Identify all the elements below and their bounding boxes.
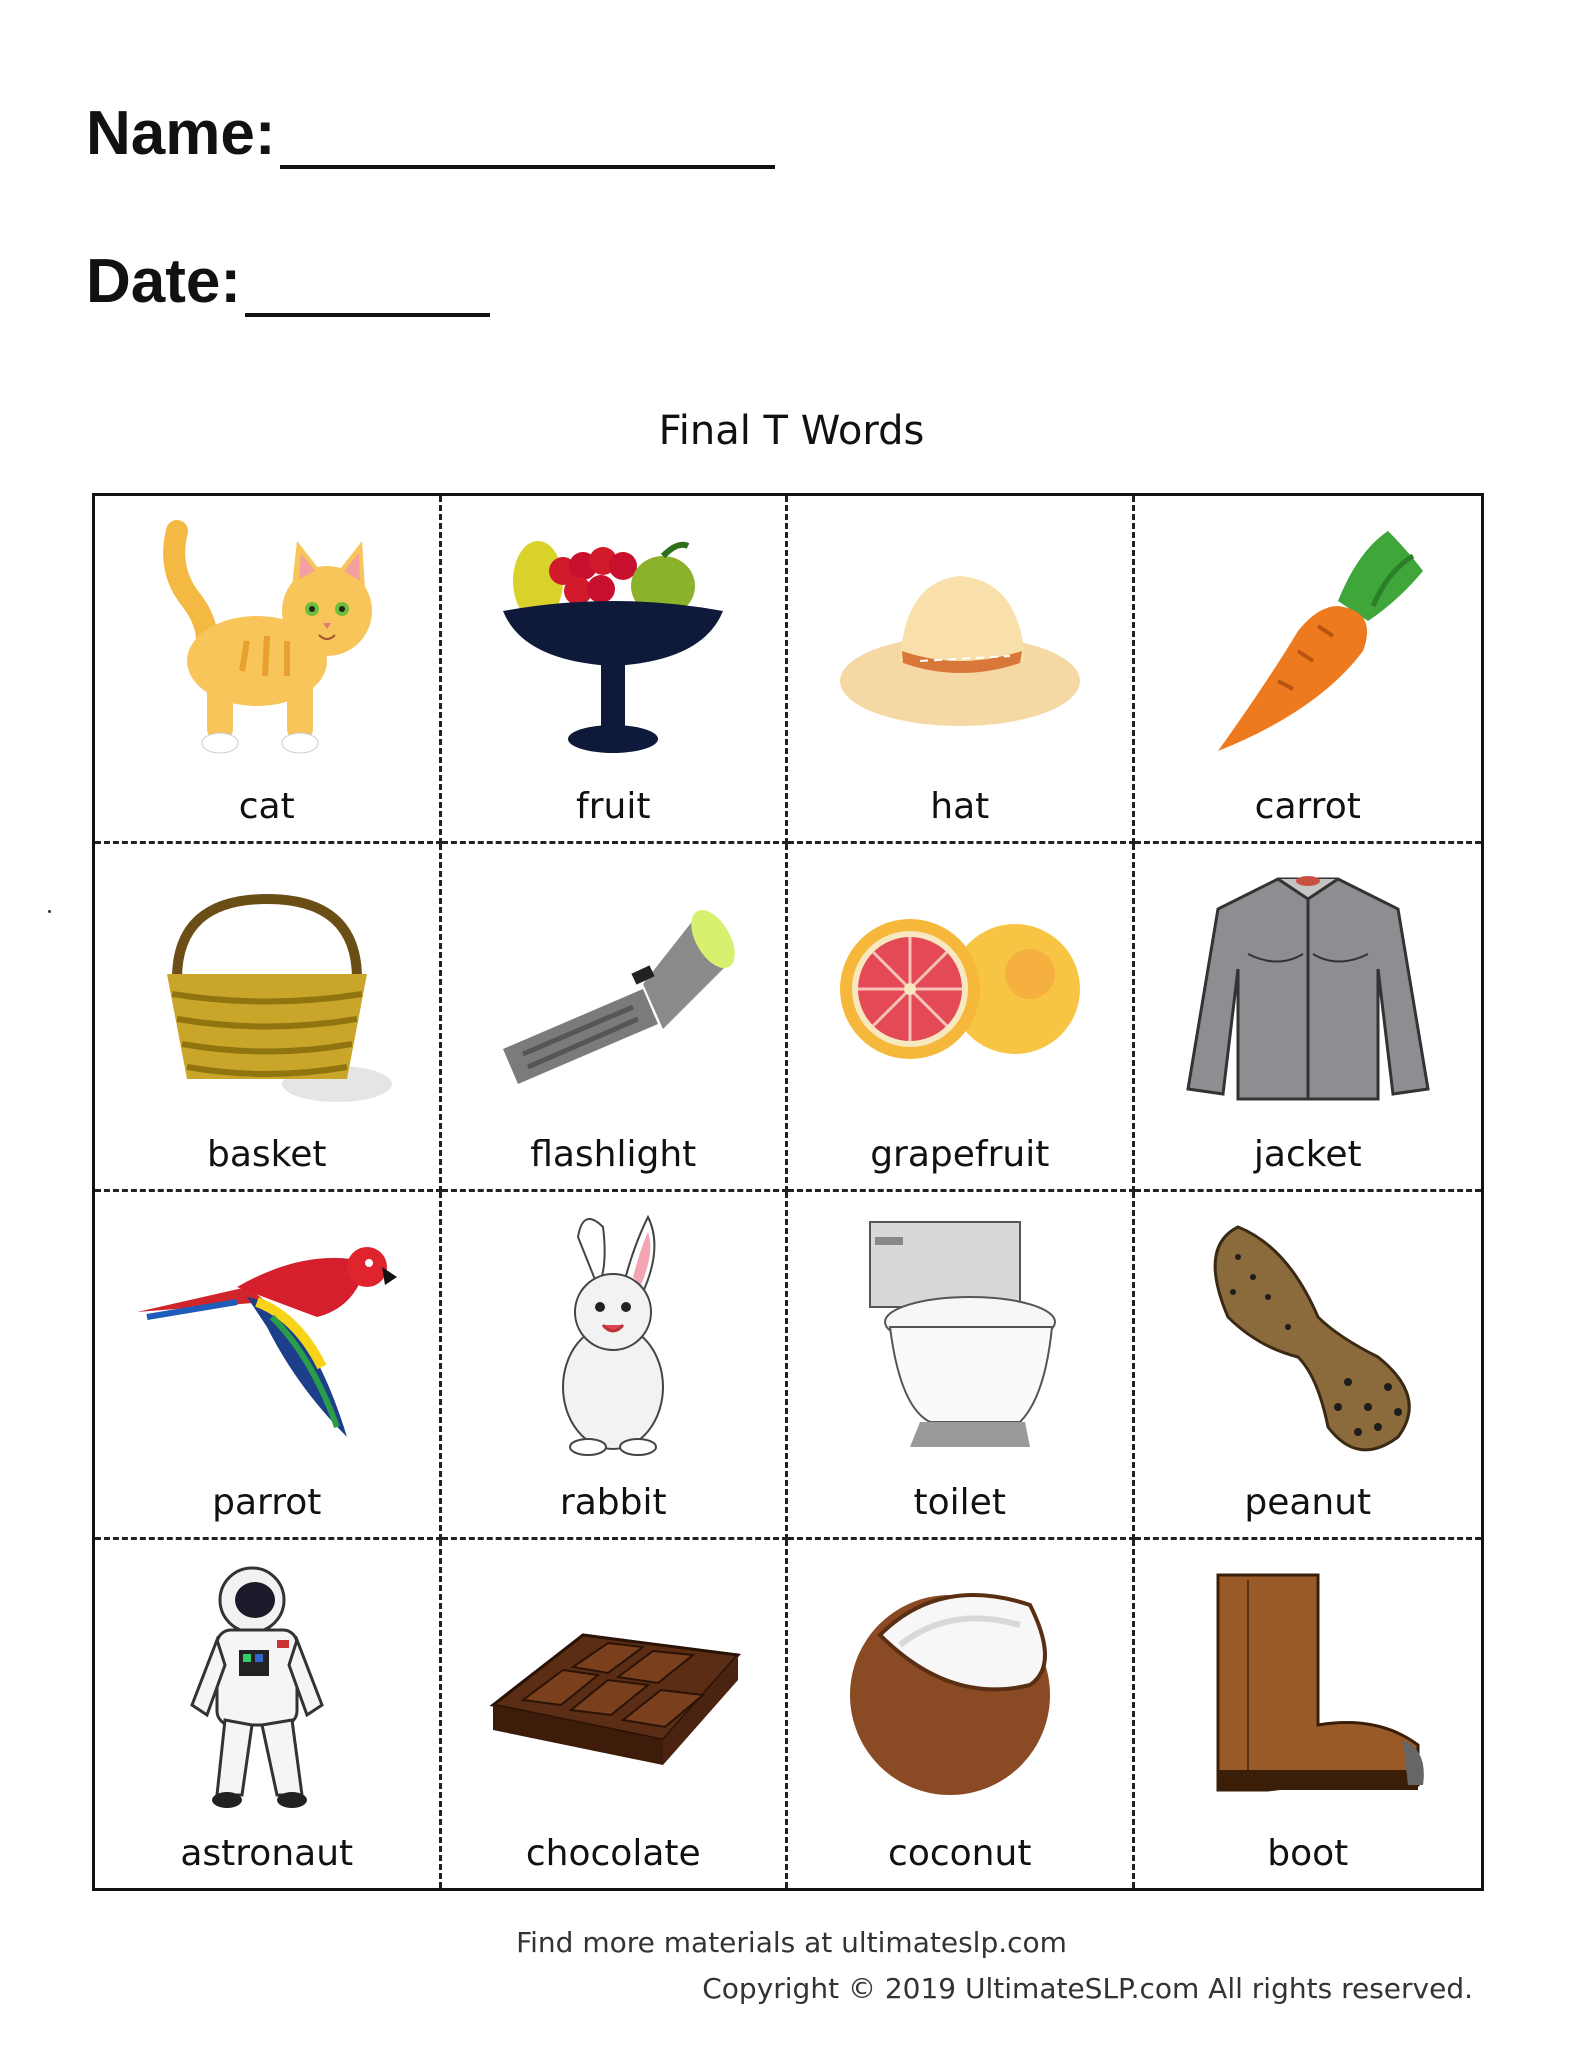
footer-copyright: Copyright © 2019 UltimateSLP.com All rights reserved. bbox=[702, 1972, 1473, 2005]
card-fruit bbox=[442, 496, 789, 844]
card-parrot bbox=[95, 1192, 442, 1540]
cat-icon bbox=[137, 511, 397, 771]
date-blank-line[interactable] bbox=[245, 263, 490, 317]
card-carrot bbox=[1135, 496, 1482, 844]
card-astronaut bbox=[95, 1540, 442, 1888]
word-label: coconut bbox=[888, 1833, 1032, 1874]
word-label: jacket bbox=[1253, 1134, 1362, 1175]
word-label: grapefruit bbox=[870, 1134, 1050, 1175]
jacket-icon bbox=[1178, 859, 1438, 1119]
word-label: toilet bbox=[913, 1482, 1006, 1523]
word-label: chocolate bbox=[525, 1833, 701, 1874]
word-label: fruit bbox=[576, 786, 651, 827]
basket-icon bbox=[137, 859, 397, 1119]
word-label: astronaut bbox=[180, 1833, 354, 1874]
date-label: Date: bbox=[86, 247, 242, 316]
card-basket bbox=[95, 844, 442, 1192]
boot-icon bbox=[1178, 1555, 1438, 1815]
word-label: carrot bbox=[1254, 786, 1361, 827]
word-label: basket bbox=[207, 1134, 327, 1175]
word-label: flashlight bbox=[530, 1134, 697, 1175]
card-peanut bbox=[1135, 1192, 1482, 1540]
peanut-icon bbox=[1178, 1207, 1438, 1467]
card-toilet bbox=[788, 1192, 1135, 1540]
card-cat bbox=[95, 496, 442, 844]
word-card-grid bbox=[92, 493, 1484, 1891]
grapefruit-icon bbox=[830, 859, 1090, 1119]
card-boot bbox=[1135, 1540, 1482, 1888]
flashlight-icon bbox=[483, 859, 743, 1119]
card-hat bbox=[788, 496, 1135, 844]
card-grapefruit bbox=[788, 844, 1135, 1192]
carrot-icon bbox=[1178, 511, 1438, 771]
chocolate-icon bbox=[483, 1555, 743, 1815]
page-title: Final T Words bbox=[658, 408, 925, 454]
card-flashlight bbox=[442, 844, 789, 1192]
toilet-icon bbox=[830, 1207, 1090, 1467]
word-label: cat bbox=[238, 786, 295, 827]
card-jacket bbox=[1135, 844, 1482, 1192]
stray-dot bbox=[48, 910, 51, 913]
fruit-bowl-icon bbox=[483, 511, 743, 771]
coconut-icon bbox=[830, 1555, 1090, 1815]
rabbit-icon bbox=[483, 1207, 743, 1467]
card-chocolate bbox=[442, 1540, 789, 1888]
date-field bbox=[86, 246, 490, 317]
name-field bbox=[86, 98, 775, 169]
card-rabbit bbox=[442, 1192, 789, 1540]
hat-icon bbox=[830, 511, 1090, 771]
astronaut-icon bbox=[137, 1555, 397, 1815]
word-label: hat bbox=[930, 786, 990, 827]
name-blank-line[interactable] bbox=[280, 115, 775, 169]
footer-more-materials[interactable]: Find more materials at ultimateslp.com bbox=[516, 1926, 1067, 1959]
word-label: rabbit bbox=[559, 1482, 667, 1523]
word-label: peanut bbox=[1244, 1482, 1372, 1523]
word-label: boot bbox=[1267, 1833, 1349, 1874]
word-label: parrot bbox=[212, 1482, 322, 1523]
card-coconut bbox=[788, 1540, 1135, 1888]
parrot-icon bbox=[137, 1207, 397, 1467]
name-label: Name: bbox=[86, 99, 276, 168]
